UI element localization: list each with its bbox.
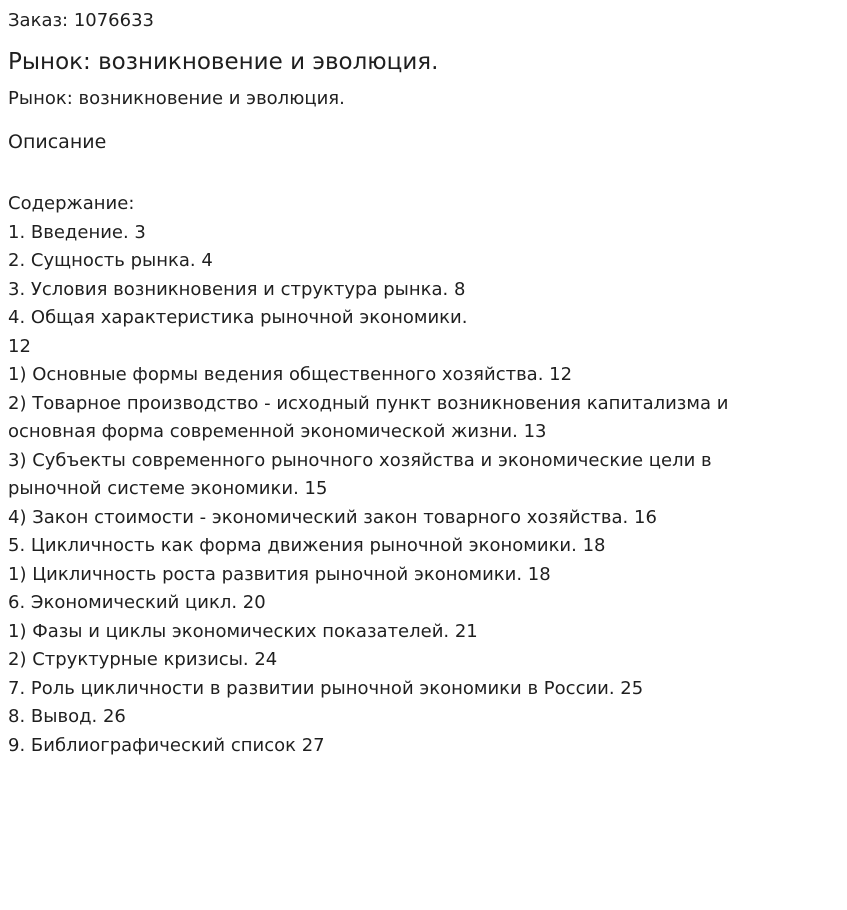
contents-line: 9. Библиографический список 27 [8,734,325,756]
contents-line: 6. Экономический цикл. 20 [8,592,266,613]
contents-line: 2. Сущность рынка. 4 [8,250,213,271]
contents-line: 1. Введение. 3 [8,221,146,243]
contents-line: 8. Вывод. 26 [8,706,126,727]
contents-line: рыночной системе экономики. 15 [8,478,328,499]
contents-line: 4. Общая характеристика рыночной экономики. [8,307,468,328]
description-body [8,190,838,760]
contents-line: 2) Структурные кризисы. 24 [8,649,278,670]
contents-line: 1) Цикличность роста развития рыночной экономики. 18 [8,563,551,585]
contents-line: 1) Фазы и циклы экономических показателей. 21 [8,620,478,642]
contents-line: 7. Роль цикличности в развитии рыночной экономики в России. 25 [8,677,644,699]
order-number: Заказ: 1076633 [8,10,154,31]
contents-line: 12 [8,335,31,357]
contents-line: 1) Основные формы ведения общественного хозяйства. 12 [8,364,573,385]
contents-line: 2) Товарное производство - исходный пункт возникновения капитализма и [8,392,729,414]
description-heading: Описание [8,131,107,153]
contents-line: 5. Цикличность как форма движения рыночной экономики. 18 [8,535,606,556]
contents-line: 3) Субъекты современного рыночного хозяйства и экономические цели в [8,449,712,471]
contents-heading: Содержание: [8,193,135,214]
page-subtitle: Рынок: возникновение и эволюция. [8,88,345,109]
contents-line: 4) Закон стоимости - экономический закон товарного хозяйства. 16 [8,506,657,528]
page-title: Рынок: возникновение и эволюция. [8,49,439,75]
contents-line: 3. Условия возникновения и структура рынка. 8 [8,278,466,300]
contents-line: основная форма современной экономической жизни. 13 [8,421,547,442]
